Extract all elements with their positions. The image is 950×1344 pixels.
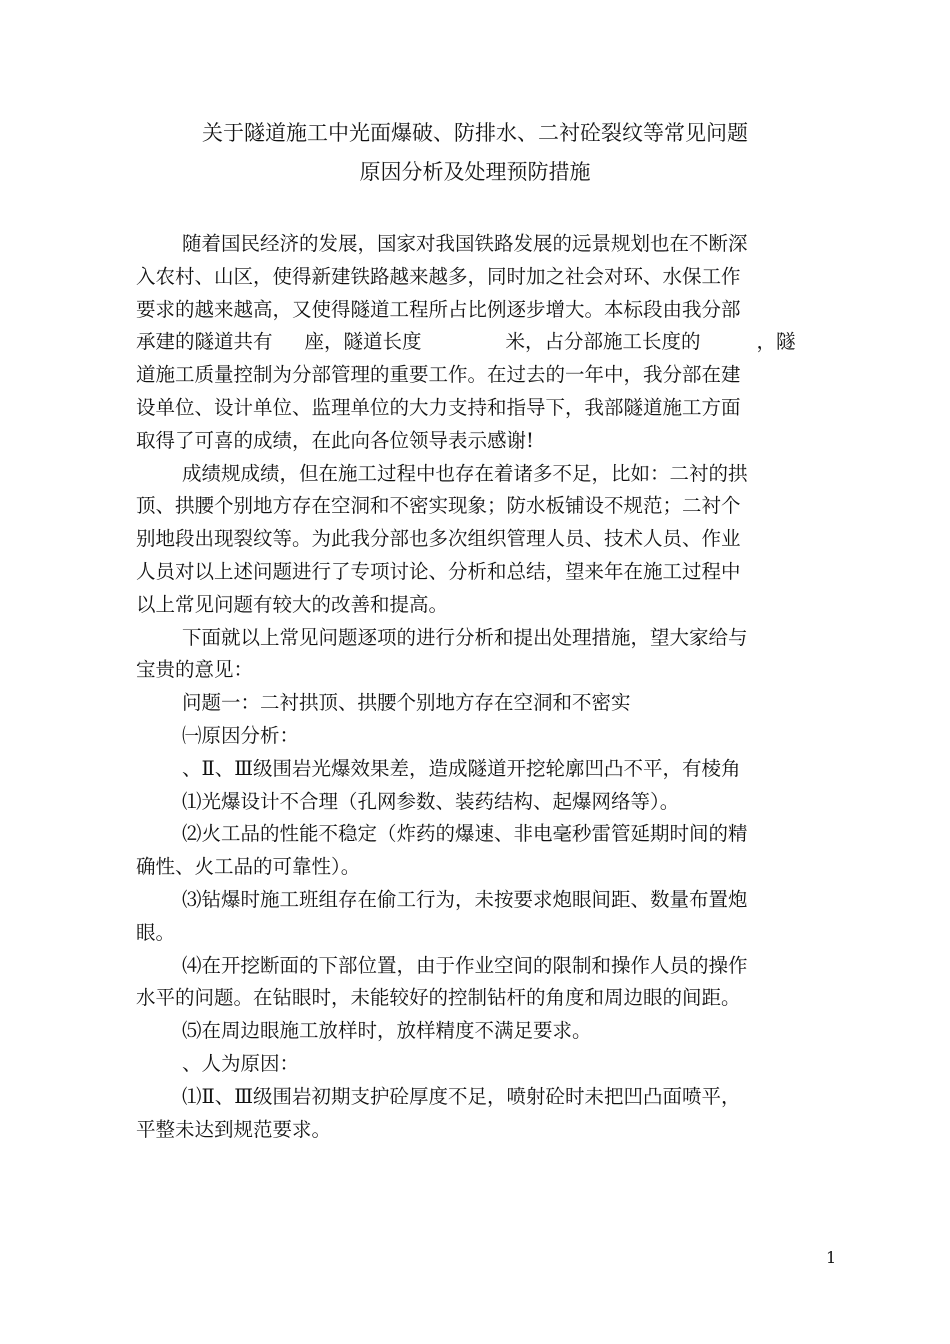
blank-line-seg-2: 座，隧道长度 <box>304 330 422 354</box>
list-item: ⑸在周边眼施工放样时，放样精度不满足要求。 <box>182 1019 592 1043</box>
paragraph-line: 要求的越来越高，又使得隧道工程所占比例逐步增大。本标段由我分部 <box>136 297 741 321</box>
paragraph-line: 以上常见问题有较大的改善和提高。 <box>136 592 449 616</box>
list-item-continuation: 平整未达到规范要求。 <box>136 1117 332 1141</box>
list-item: ⑷在开挖断面的下部位置，由于作业空间的限制和操作人员的操作 <box>182 953 748 977</box>
list-item: ⑴光爆设计不合理（孔网参数、装药结构、起爆网络等）。 <box>182 789 680 813</box>
list-item-continuation: 确性、火工品的可靠性）。 <box>136 855 361 879</box>
section-heading: 问题一：二衬拱顶、拱腰个别地方存在空洞和不密实 <box>182 691 631 715</box>
paragraph-line: 取得了可喜的成绩，在此向各位领导表示感谢! <box>136 428 534 452</box>
blank-line-seg-3: 米，占分部施工长度的 <box>505 330 701 354</box>
paragraph-line: 随着国民经济的发展，国家对我国铁路发展的远景规划也在不断深 <box>182 232 748 255</box>
list-item: ⑴Ⅱ、Ⅲ级围岩初期支护砼厚度不足，喷射砼时未把凹凸面喷平， <box>182 1084 741 1108</box>
document-title-line-1: 关于隧道施工中光面爆破、防排水、二衬砼裂纹等常见问题 <box>202 121 748 145</box>
document-title-line-2: 原因分析及处理预防措施 <box>359 160 591 184</box>
paragraph-line: 人员对以上述问题进行了专项讨论、分析和总结，望来年在施工过程中 <box>136 559 741 583</box>
paragraph-line: 成绩规成绩，但在施工过程中也存在着诸多不足，比如：二衬的拱 <box>182 461 748 485</box>
list-item: ⑵火工品的性能不稳定（炸药的爆速、非电毫秒雷管延期时间的精 <box>182 822 748 846</box>
document-body <box>136 228 836 1146</box>
paragraph-line: 宝贵的意见： <box>136 658 254 682</box>
paragraph-line: 别地段出现裂纹等。为此我分部也多次组织管理人员、技术人员、作业 <box>136 527 741 551</box>
paragraph-line: 顶、拱腰个别地方存在空洞和不密实现象；防水板铺设不规范；二衬个 <box>136 494 741 518</box>
subsection-heading: 、人为原因： <box>182 1051 300 1075</box>
paragraph-line: 入农村、山区，使得新建铁路越来越多，同时加之社会对环、水保工作 <box>136 264 741 288</box>
page-number: 1 <box>826 1248 837 1267</box>
paragraph-line: 设单位、设计单位、监理单位的大力支持和指导下，我部隧道施工方面 <box>136 395 741 419</box>
paragraph-line: 下面就以上常见问题逐项的进行分析和提出处理措施，望大家给与 <box>182 625 748 649</box>
list-item-continuation: 眼。 <box>136 920 176 944</box>
list-item-continuation: 水平的问题。在钻眼时，未能较好的控制钻杆的角度和周边眼的间距。 <box>136 986 741 1010</box>
paragraph-line: 、Ⅱ、Ⅲ级围岩光爆效果差，造成隧道开挖轮廓凹凸不平，有棱角 <box>182 756 741 780</box>
paragraph-line: 道施工质量控制为分部管理的重要工作。在过去的一年中，我分部在建 <box>136 363 741 387</box>
list-item: ⑶钻爆时施工班组存在偷工行为，未按要求炮眼间距、数量布置炮 <box>182 887 748 911</box>
subsection-heading: ㈠原因分析： <box>182 723 300 747</box>
blank-line-seg-1: 承建的隧道共有 <box>136 330 273 354</box>
blank-line-seg-4: ，隧 <box>756 330 796 354</box>
paragraph-line-with-blanks <box>136 326 836 359</box>
